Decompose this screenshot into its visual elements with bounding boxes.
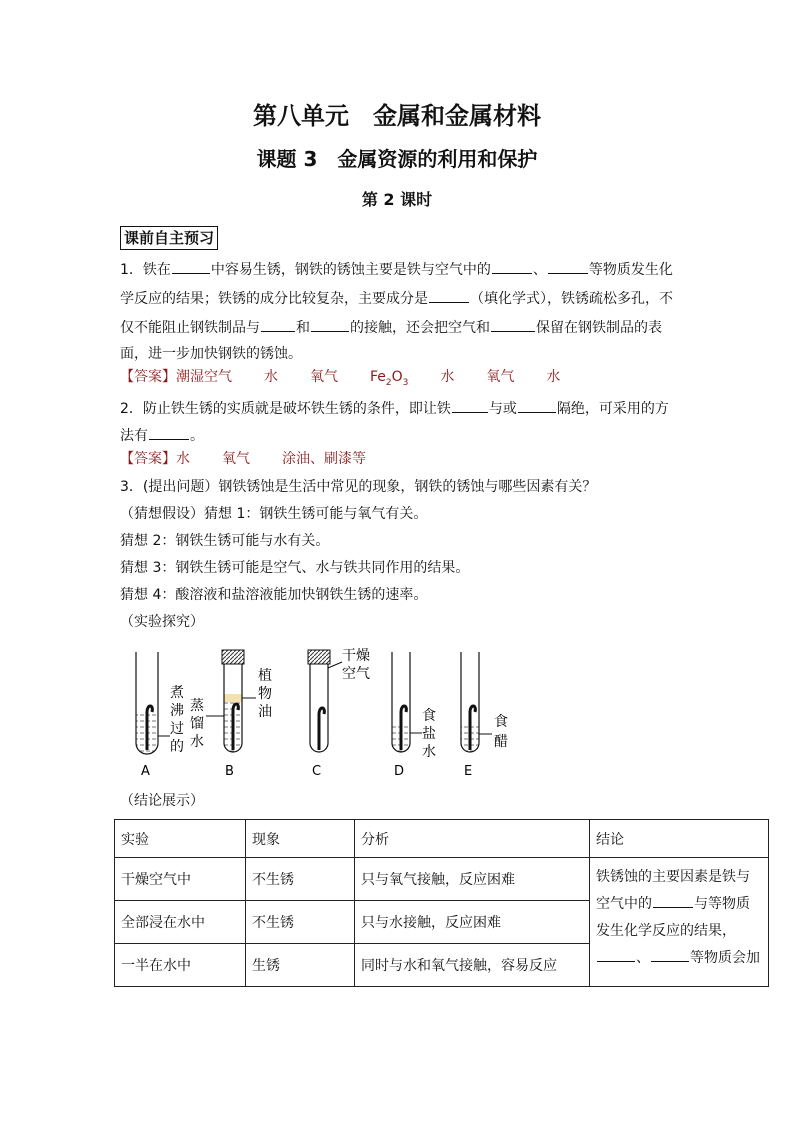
header-phenomenon: 现象	[246, 820, 355, 858]
tube-a-label-1: 煮	[170, 685, 184, 701]
header-experiment: 实验	[115, 820, 246, 858]
cell-phenomenon: 不生锈	[246, 901, 355, 944]
q3-hypothesis-2: 猜想 2：钢铁生锈可能与水有关。	[120, 533, 330, 549]
table-row	[115, 858, 769, 901]
tube-e-label-2: 醋	[494, 734, 508, 750]
q2-line2: 法有 。	[120, 424, 204, 446]
unit-title: 第八单元 金属和金属材料	[253, 102, 541, 130]
q1-line2: 学反应的结果；铁锈的成分比较复杂，主要成分是 （填化学式），铁锈疏松多孔，不	[120, 287, 673, 309]
fe2o3-formula: $Fe_2O_3$	[370, 369, 409, 388]
answer-2: 【答案】水 氧气 涂油、刷漆等	[120, 451, 366, 467]
cell-experiment: 干燥空气中	[115, 858, 246, 901]
lesson-subtitle: 课题 3 金属资源的利用和保护	[256, 147, 538, 171]
cell-phenomenon: 生锈	[246, 944, 355, 987]
tube-letter-d: D	[394, 764, 405, 779]
answer-1: 【答案】潮湿空气 水 氧气 $Fe_2O_3$ 水 氧气 水	[120, 369, 561, 388]
tube-e-label-1: 食	[494, 714, 508, 730]
tube-a-label-3: 过	[170, 721, 184, 737]
lesson-period: 第 2 课时	[361, 190, 433, 209]
tube-b-oil-2: 物	[258, 686, 272, 702]
tube-d	[392, 652, 436, 779]
tube-b-label-3: 水	[190, 734, 204, 750]
tube-letter-c: C	[312, 764, 322, 779]
tube-b-label-2: 馏	[190, 716, 204, 732]
conclusion-table	[114, 819, 769, 987]
tube-d-label-3: 水	[422, 744, 436, 760]
q1-line1: 1．铁在 中容易生锈，钢铁的锈蚀主要是铁与空气中的 、 等物质发生化	[120, 258, 673, 280]
cell-phenomenon: 不生锈	[246, 858, 355, 901]
tube-e	[461, 652, 508, 779]
cell-conclusion: 铁锈蚀的主要因素是铁与 空气中的 与等物质 发生化学反应的结果， 、 等物质会加	[590, 858, 769, 987]
cell-analysis: 同时与水和氧气接触，容易反应	[355, 944, 590, 987]
tube-c-label-2: 空气	[342, 666, 370, 682]
tube-b-oil-3: 油	[258, 704, 272, 720]
tube-letter-e: E	[464, 764, 473, 779]
q3-hypothesis-3: 猜想 3：钢铁生锈可能是空气、水与铁共同作用的结果。	[120, 560, 470, 576]
tube-a-label-4: 的	[170, 739, 184, 755]
q3-problem: 3．(提出问题）钢铁锈蚀是生活中常见的现象，钢铁的锈蚀与哪些因素有关？	[120, 479, 597, 495]
header-analysis: 分析	[355, 820, 590, 858]
tube-a	[136, 652, 184, 779]
q1-line4: 面，进一步加快钢铁的锈蚀。	[120, 346, 302, 362]
tube-a-label-2: 沸	[170, 703, 184, 719]
tube-b-oil-1: 植	[258, 668, 272, 684]
tube-d-label-1: 食	[422, 708, 436, 724]
tube-letter-b: B	[225, 764, 234, 779]
cell-experiment: 一半在水中	[115, 944, 246, 987]
section-label: 课前自主预习	[120, 226, 218, 250]
tube-b-label-1: 蒸	[190, 698, 204, 714]
tube-b	[190, 650, 272, 779]
tube-c	[308, 648, 370, 779]
q2-line1: 2．防止铁生锈的实质就是破坏铁生锈的条件，即让铁 与或 隔绝，可采用的方	[120, 397, 669, 419]
cell-analysis: 只与水接触，反应困难	[355, 901, 590, 944]
tube-d-label-2: 盐	[422, 726, 436, 742]
tube-c-label-1: 干燥	[342, 648, 370, 664]
q1-line3: 仅不能阻止钢铁制品与 和 的接触，还会把空气和 保留在钢铁制品的表	[120, 316, 662, 338]
conclusion-label: （结论展示）	[120, 793, 204, 809]
q3-experiment-label: （实验探究）	[120, 614, 204, 630]
cell-analysis: 只与氧气接触，反应困难	[355, 858, 590, 901]
q3-hypothesis-4: 猜想 4：酸溶液和盐溶液能加快钢铁生锈的速率。	[120, 587, 428, 603]
tube-letter-a: A	[141, 764, 150, 779]
test-tube-diagram	[110, 640, 530, 785]
q3-hypothesis-1: （猜想假设）猜想 1：钢铁生锈可能与氧气有关。	[120, 506, 428, 522]
header-conclusion: 结论	[590, 820, 769, 858]
table-header-row	[115, 820, 769, 858]
cell-experiment: 全部浸在水中	[115, 901, 246, 944]
